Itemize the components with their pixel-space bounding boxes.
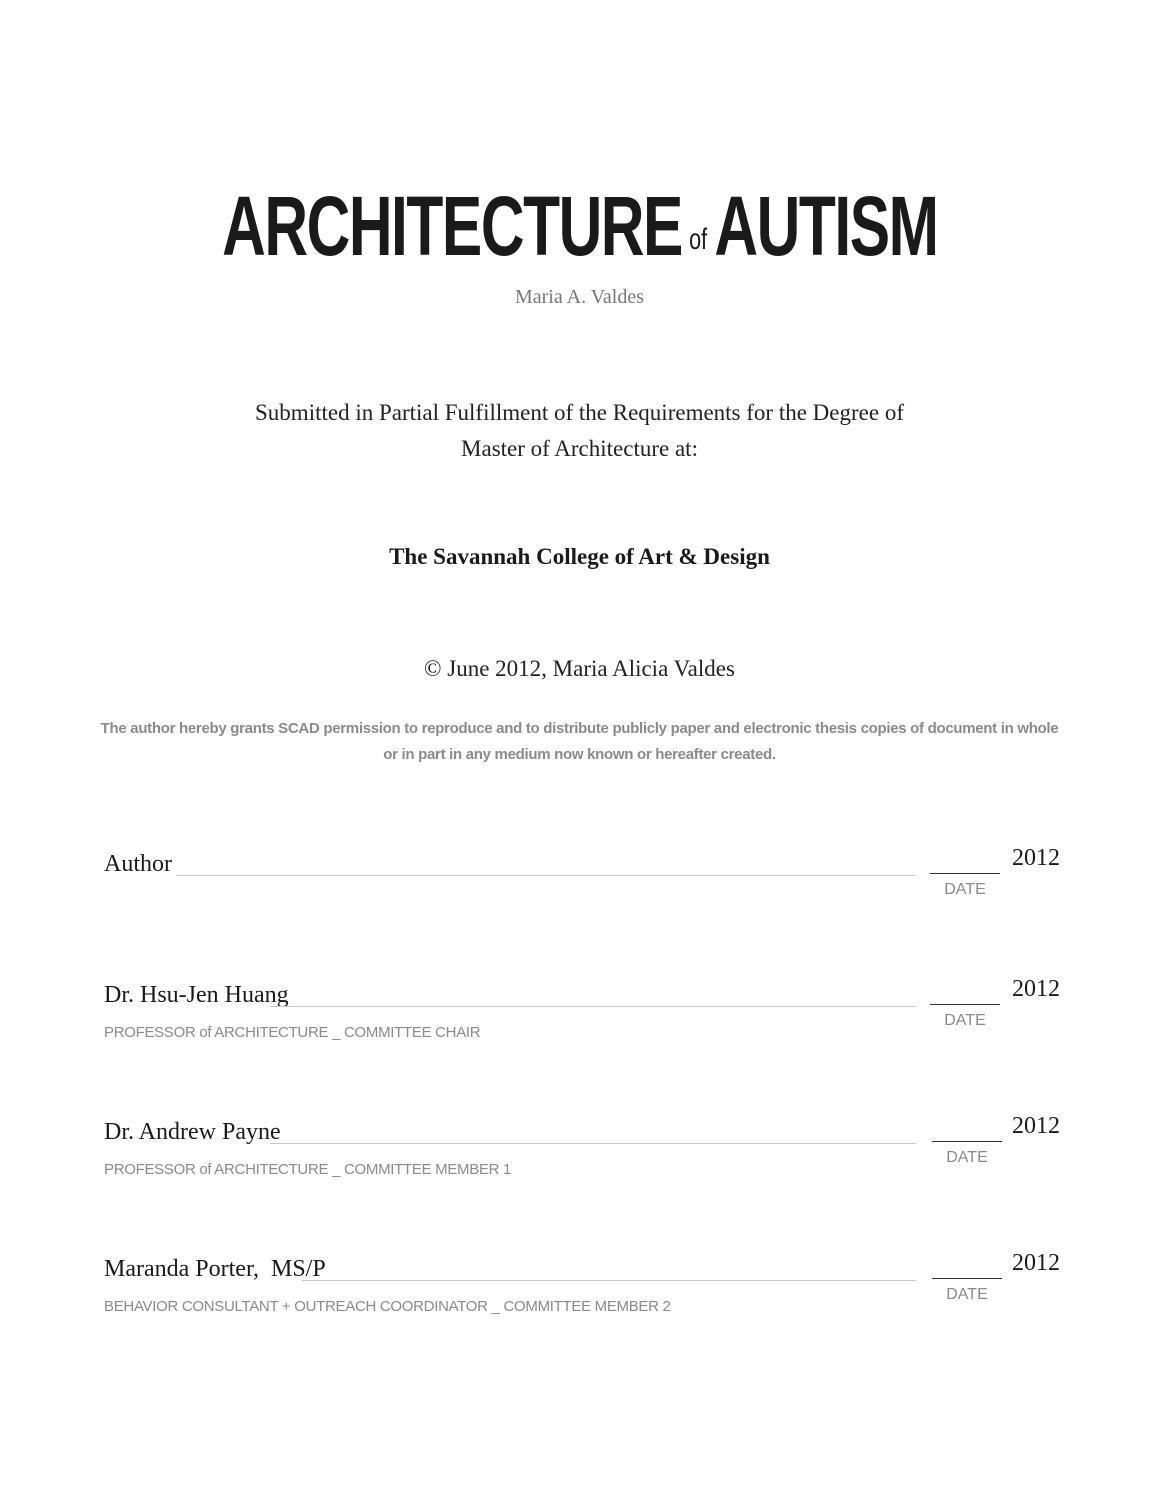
copyright-notice: © June 2012, Maria Alicia Valdes <box>424 656 735 681</box>
signatory-role: BEHAVIOR CONSULTANT + OUTREACH COORDINATOR _ COMMITTEE MEMBER 2 <box>104 1298 671 1315</box>
date-line <box>930 1004 1000 1005</box>
signature-row-committee-member-1 <box>0 1113 1159 1219</box>
date-label: DATE <box>944 1012 986 1029</box>
title-part1: ARCHITECTURE <box>221 179 682 273</box>
submission-line-2: Master of Architecture at: <box>461 436 698 461</box>
date-line <box>932 1141 1002 1142</box>
signatory-role: PROFESSOR of ARCHITECTURE _ COMMITTEE MEMBER 1 <box>104 1161 512 1178</box>
signatory-name: Dr. Andrew Payne <box>104 1119 281 1145</box>
signature-year: 2012 <box>1012 976 1060 1002</box>
signatory-name: Maranda Porter, MS/P <box>104 1256 326 1282</box>
page-title <box>222 176 937 296</box>
signature-year: 2012 <box>1012 1113 1060 1139</box>
signature-line <box>270 1006 916 1007</box>
submission-statement <box>0 395 1159 467</box>
date-line <box>930 873 1000 874</box>
date-line <box>932 1278 1002 1279</box>
title-block <box>0 176 1159 296</box>
signature-line <box>176 875 916 876</box>
date-label: DATE <box>946 1286 988 1303</box>
submission-line-1: Submitted in Partial Fulfillment of the Requirements for the Degree of <box>255 400 904 425</box>
signature-line <box>302 1280 916 1281</box>
author-name: Maria A. Valdes <box>514 286 645 308</box>
signature-row-author <box>0 845 1159 951</box>
signature-line <box>270 1143 916 1144</box>
signature-row-committee-member-2 <box>0 1250 1159 1356</box>
signature-row-committee-chair <box>0 976 1159 1082</box>
date-label: DATE <box>944 881 986 898</box>
title-connector: of <box>688 223 707 256</box>
title-part2: AUTISM <box>714 179 938 273</box>
permission-statement: The author hereby grants SCAD permission to reproduce and to distribute publicly paper and electronic thesis copies of document in whole or in part in any medium now known or hereafter created. <box>100 720 1059 763</box>
signatory-name: Author <box>104 851 172 877</box>
date-label: DATE <box>946 1149 988 1166</box>
college-name: The Savannah College of Art & Design <box>389 544 770 569</box>
signatory-name: Dr. Hsu-Jen Huang <box>104 982 289 1008</box>
signature-year: 2012 <box>1012 845 1060 871</box>
signatory-role: PROFESSOR of ARCHITECTURE _ COMMITTEE CHAIR <box>104 1024 481 1041</box>
signature-year: 2012 <box>1012 1250 1060 1276</box>
